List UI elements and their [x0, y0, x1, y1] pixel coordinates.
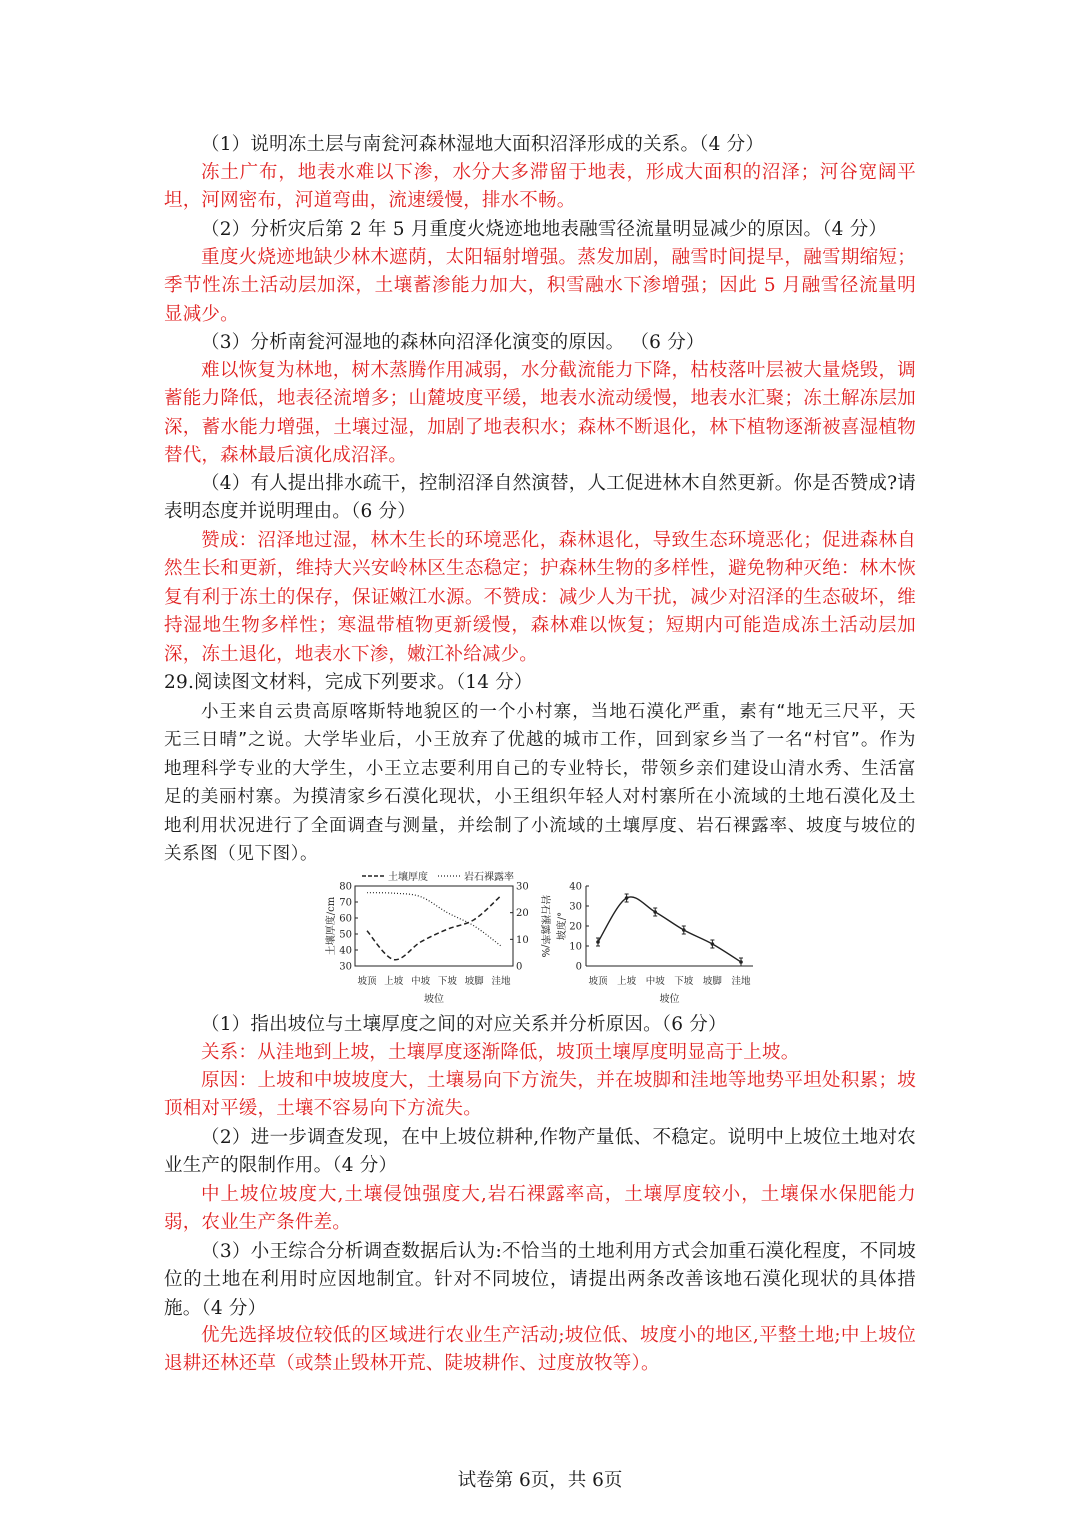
q29-2-question: （2）进一步调查发现，在中上坡位耕种,作物产量低、不稳定。说明中上坡位土地对农业生产的限制作用。（4 分） — [164, 1127, 916, 1177]
q29-material: 小王来自云贵高原喀斯特地貌区的一个小村寨，当地石漠化严重，素有“地无三尺平，天无三日晴”之说。大学毕业后，小王放弃了优越的城市工作，回到家乡当了一名“村官”。作为地理科学专业的大学生，小王立志要利用自己的专业特长，带领乡亲们建设山清水秀、生活富足的美丽村寨。为摸清家乡石漠化现状，小王组织年轻人对村寨所在小流域的土地石漠化及土地利用状况进行了全面调查与测量，并绘制了小流域的土壤厚度、岩石裸露率、坡度与坡位的关系图（见下图）。 — [164, 702, 916, 865]
chart2-xlabel: 坡位 — [659, 994, 680, 1005]
q29-3-question: （3）小王综合分析调查数据后认为:不恰当的土地利用方式会加重石漠化程度，不同坡位的土地在利用时应因地制宜。针对不同坡位，请提出两条改善该地石漠化现状的具体措施。（4 分） — [164, 1241, 916, 1319]
legend-rock-exposure-label: 岩石裸露率 — [464, 872, 514, 883]
slope-point — [653, 910, 657, 914]
chart1-ytick-right-label: 30 — [516, 881, 529, 893]
q28-4-question: （4）有人提出排水疏干，控制沼泽自然演替，人工促进林木自然更新。你是否赞成?请表明态度并说明理由。（6 分） — [164, 473, 916, 523]
chart2-xtick-label: 洼地 — [731, 976, 751, 987]
chart2-xtick-label: 下坡 — [674, 976, 694, 987]
q29-2-answer: 中上坡位坡度大,土壤侵蚀强度大,岩石裸露率高，土壤厚度较小，土壤保水保肥能力弱，农业生产条件差。 — [164, 1184, 916, 1234]
q28-4-answer: 赞成：沼泽地过湿，林木生长的环境恶化，森林退化，导致生态环境恶化；促进森林自然生长和更新，维持大兴安岭林区生态稳定；护森林生物的多样性，避免物种灭绝：林木恢复有利于冻土的保存，保证嫩江水源。不赞成：减少人为干扰，减少对沼泽的生态破坏，维持湿地生物多样性；寒温带植物更新缓慢，森林难以恢复；短期内可能造成冻土活动层加深，冻土退化，地表水下渗，嫩江补给减少。 — [164, 530, 916, 665]
q28-2-question: （2）分析灾后第 2 年 5 月重度火烧迹地地表融雪径流量明显减少的原因。（4 分） — [201, 219, 888, 240]
slope-point — [739, 960, 743, 964]
chart1-ytick-right-label: 0 — [516, 961, 523, 973]
chart1-xtick-label: 洼地 — [491, 976, 511, 987]
series-soil-thickness-line — [367, 896, 501, 960]
q28-1-question: （1）说明冻土层与南瓮河森林湿地大面积沼泽形成的关系。（4 分） — [201, 134, 765, 155]
chart1-ytick-label: 70 — [339, 897, 352, 909]
q28-3-answer: 难以恢复为林地，树木蒸腾作用减弱，水分截流能力下降，枯枝落叶层被大量烧毁，调蓄能力降低，地表径流增多；山麓坡度平缓，地表水流动缓慢，地表水汇聚；冻土解冻层加深，蓄水能力增强，土壤过湿，加剧了地表积水；森林不断退化，林下植物逐渐被喜湿植物替代，森林最后演化成沼泽。 — [164, 360, 916, 467]
q29-1-question: （1）指出坡位与土壤厚度之间的对应关系并分析原因。（6 分） — [201, 1014, 727, 1035]
slope-point — [596, 940, 600, 944]
chart1-xtick-label: 坡脚 — [464, 976, 484, 987]
chart1-xtick-label: 下坡 — [437, 976, 457, 987]
chart1-ylabel-right: 岩石裸露率/% — [539, 894, 550, 958]
chart1-xtick-label: 上坡 — [384, 976, 404, 987]
chart2-ytick-label: 20 — [569, 921, 582, 933]
chart1-ytick-right-label: 10 — [516, 934, 529, 946]
chart-figure — [320, 866, 760, 1008]
chart2-ytick-label: 30 — [569, 901, 582, 913]
q29-title: 29.阅读图文材料，完成下列要求。（14 分） — [164, 672, 533, 693]
chart2-xtick-label: 坡脚 — [702, 976, 722, 987]
page-footer: 试卷第 6页，共 6页 — [457, 1470, 623, 1491]
slope-point — [625, 896, 629, 900]
chart2-ytick-label: 40 — [569, 881, 582, 893]
chart1-ytick-label: 80 — [339, 881, 352, 893]
chart2-ytick-label: 0 — [575, 961, 582, 973]
chart1-ytick-label: 30 — [339, 961, 352, 973]
chart1-xlabel: 坡位 — [424, 994, 444, 1005]
legend-soil-thickness-label: 土壤厚度 — [388, 872, 428, 883]
chart2-ylabel: 坡度/° — [557, 911, 568, 941]
chart2-xtick-label: 中坡 — [645, 976, 665, 987]
q28-3-question: （3）分析南瓮河湿地的森林向沼泽化演变的原因。 （6 分） — [201, 332, 705, 353]
chart1-ytick-label: 50 — [339, 929, 352, 941]
q29-1-answer-reason: 原因：上坡和中坡坡度大，土壤易向下方流失，并在坡脚和洼地等地势平坦处积累；坡顶相对平缓，土壤不容易向下方流失。 — [164, 1070, 916, 1120]
slope-point — [682, 928, 686, 932]
slope-point — [711, 942, 715, 946]
chart1-xtick-label: 坡顶 — [357, 976, 377, 987]
chart1-ytick-right-label: 20 — [516, 908, 529, 920]
chart1-frame — [355, 886, 513, 966]
chart2-xtick-label: 坡顶 — [588, 976, 608, 987]
chart2-xtick-label: 上坡 — [617, 976, 637, 987]
charts-svg — [320, 866, 760, 1008]
chart1-xtick-label: 中坡 — [411, 976, 431, 987]
q29-1-answer-relation: 关系：从洼地到上坡，土壤厚度逐渐降低，坡顶土壤厚度明显高于上坡。 — [201, 1042, 800, 1063]
q28-1-answer: 冻土广布，地表水难以下渗，水分大多滞留于地表，形成大面积的沼泽；河谷宽阔平坦，河网密布，河道弯曲，流速缓慢，排水不畅。 — [164, 162, 916, 212]
chart1-ytick-label: 60 — [339, 913, 352, 925]
chart1-ytick-label: 40 — [339, 945, 352, 957]
q29-3-answer: 优先选择坡位较低的区域进行农业生产活动;坡位低、坡度小的地区,平整土地;中上坡位退耕还林还草（或禁止毁林开荒、陡坡耕作、过度放牧等）。 — [164, 1325, 916, 1375]
chart2-ytick-label: 10 — [569, 941, 582, 953]
series-slope-line — [598, 897, 741, 962]
q28-2-answer: 重度火烧迹地缺少林木遮荫，太阳辐射增强。蒸发加剧，融雪时间提早，融雪期缩短；季节性冻土活动层加深，土壤蓄渗能力加大，积雪融水下渗增强；因此 5 月融雪径流量明显减少。 — [164, 247, 916, 325]
series-rock-exposure-line — [367, 893, 501, 946]
chart1-ylabel: 土壤厚度/cm — [326, 896, 337, 956]
